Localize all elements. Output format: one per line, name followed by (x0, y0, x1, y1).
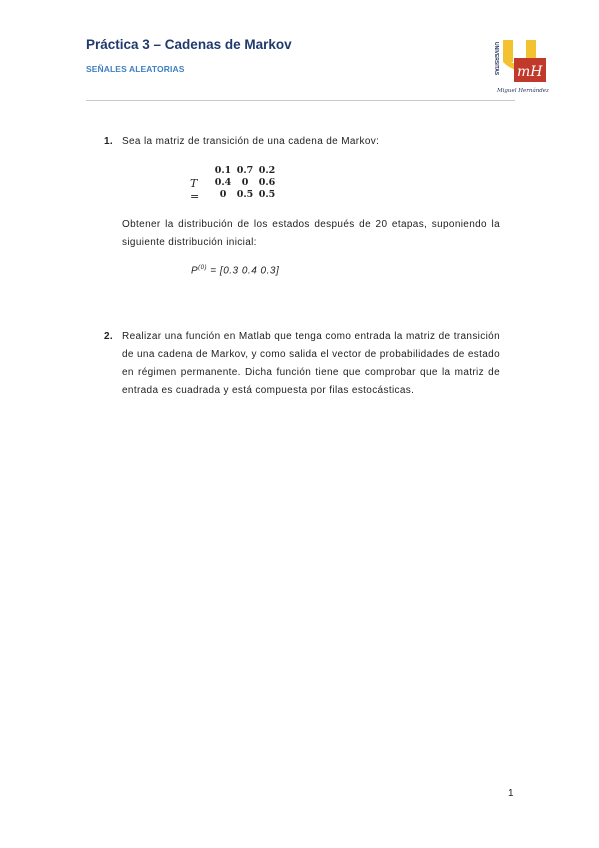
equation-rhs: = [0.3 0.4 0.3] (207, 265, 280, 277)
exercise-item-1 (104, 133, 500, 151)
matrix-cell: 0.2 (258, 165, 276, 176)
page-subtitle: SEÑALES ALEATORIAS (86, 64, 185, 74)
page-title: Práctica 3 – Cadenas de Markov (86, 37, 292, 52)
matrix-cell: 0 (241, 177, 249, 188)
matrix-grid (212, 165, 278, 201)
university-logo (490, 36, 550, 96)
matrix-cell: 0.5 (258, 189, 276, 200)
initial-distribution-equation (191, 265, 279, 276)
equation-base: P (191, 265, 199, 277)
matrix-cell: 0.1 (214, 165, 232, 176)
item-text: Sea la matriz de transición de una cadena de Markov: (122, 136, 380, 147)
exercise-item-2 (104, 328, 500, 400)
matrix-label: T = (190, 177, 200, 203)
item-text: Obtener la distribución de los estados después de 20 etapas, suponiendo la siguiente distribución inicial: (122, 219, 500, 248)
matrix-cell: 0 (219, 189, 227, 200)
matrix-cell: 0.4 (214, 177, 232, 188)
equation-superscript: (0) (198, 265, 208, 271)
svg-text:mH: mH (517, 64, 543, 80)
item-number: 2. (104, 331, 114, 342)
matrix-cell: 0.6 (258, 177, 276, 188)
item-number: 1. (104, 136, 114, 147)
matrix-cell: 0.5 (236, 189, 254, 200)
page-number: 1 (508, 788, 514, 799)
header-divider (86, 100, 515, 101)
matrix-cell: 0.7 (236, 165, 254, 176)
logo-vertical-text: UNIVERSITAS (493, 42, 499, 76)
logo-caption: Miguel Hernández (497, 88, 549, 94)
exercise-item-1-continuation (104, 216, 500, 252)
item-text: Realizar una función en Matlab que tenga como entrada la matriz de transición de una cadena de Markov, y como salida el vector de probabilidades de estado en régimen permanente. Dicha función tiene que comprobar que la matriz de entrada es cuadrada y está compuesta por filas estocásticas. (122, 331, 500, 396)
